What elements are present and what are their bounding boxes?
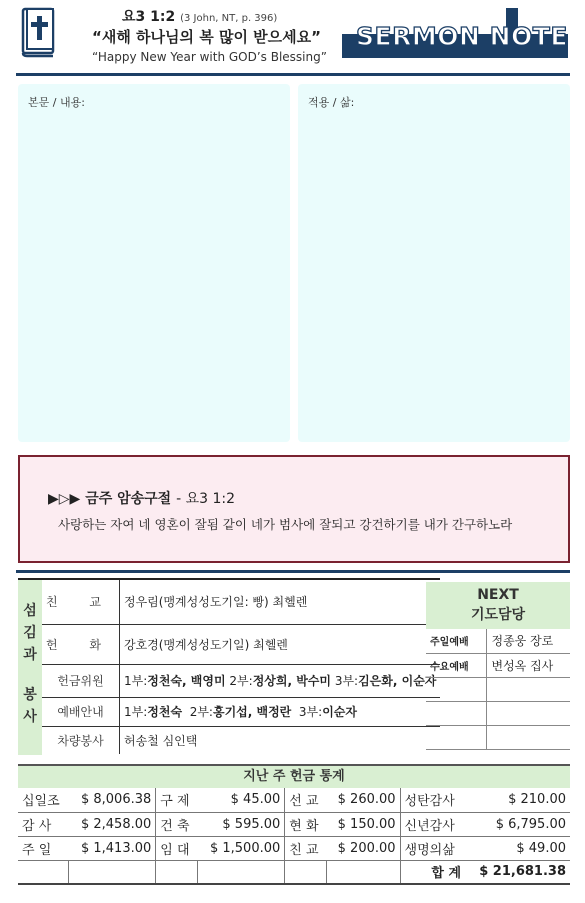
offering-label: 친 교 bbox=[285, 836, 327, 860]
memory-verse-box bbox=[18, 455, 570, 563]
offering-total-label: 합 계 bbox=[400, 860, 465, 884]
note-label-content: 본문 / 내용: bbox=[28, 96, 85, 109]
section-divider bbox=[16, 570, 570, 573]
offering-empty bbox=[198, 860, 285, 884]
side-char: 섬 bbox=[23, 603, 37, 619]
next-prayer-title: NEXT bbox=[477, 587, 519, 603]
offering-label: 현 화 bbox=[285, 812, 327, 836]
next-prayer-row bbox=[426, 629, 570, 653]
header-divider bbox=[16, 73, 570, 76]
next-prayer-table bbox=[426, 629, 570, 750]
next-prayer-box bbox=[426, 582, 570, 750]
note-area-content[interactable] bbox=[18, 84, 290, 442]
next-prayer-header bbox=[426, 582, 570, 629]
offering-empty bbox=[156, 860, 198, 884]
offering-row bbox=[18, 836, 570, 860]
sermon-title: “새해 하나님의 복 많이 받으세요” bbox=[92, 28, 321, 46]
service-label: 헌 화 bbox=[42, 624, 120, 664]
next-prayer-value bbox=[486, 701, 570, 725]
next-prayer-key: 수요예배 bbox=[426, 653, 486, 677]
service-label: 예배안내 bbox=[42, 697, 120, 726]
service-row bbox=[42, 664, 440, 697]
next-prayer-row bbox=[426, 677, 570, 701]
service-row bbox=[42, 726, 440, 754]
offering-label: 감 사 bbox=[18, 812, 69, 836]
offering-label: 성탄감사 bbox=[400, 788, 465, 812]
verse-reference: 요3 1:2 (3 John, NT, p. 396) bbox=[122, 9, 278, 25]
offering-amount: $ 6,795.00 bbox=[465, 812, 570, 836]
side-char: 김 bbox=[23, 625, 37, 641]
offering-amount: $ 595.00 bbox=[198, 812, 285, 836]
next-prayer-key bbox=[426, 701, 486, 725]
service-table bbox=[42, 578, 440, 754]
offering-label: 구 제 bbox=[156, 788, 198, 812]
offering-title: 지난 주 헌금 통계 bbox=[18, 764, 570, 788]
service-value: 1부:정천숙, 백영미 2부:정상희, 박수미 3부:김은화, 이순자 bbox=[120, 664, 441, 697]
next-prayer-value bbox=[486, 725, 570, 749]
verse-reference-sub: (3 John, NT, p. 396) bbox=[180, 13, 278, 24]
offering-total-row bbox=[18, 860, 570, 884]
bible-icon bbox=[20, 6, 58, 58]
offering-amount: $ 8,006.38 bbox=[69, 788, 156, 812]
side-char: 과 bbox=[23, 647, 37, 663]
next-prayer-key bbox=[426, 725, 486, 749]
offering-total-amount: $ 21,681.38 bbox=[465, 860, 570, 884]
offering-amount: $ 200.00 bbox=[327, 836, 400, 860]
offering-row bbox=[18, 812, 570, 836]
side-char: 봉 bbox=[23, 687, 37, 703]
offering-label: 선 교 bbox=[285, 788, 327, 812]
header bbox=[0, 0, 585, 80]
offering-row bbox=[18, 788, 570, 812]
offering-empty bbox=[69, 860, 156, 884]
next-prayer-value bbox=[486, 677, 570, 701]
next-prayer-value: 정종웅 장로 bbox=[486, 629, 570, 653]
offering-label: 건 축 bbox=[156, 812, 198, 836]
sermon-note-logo: SERMON NOTE bbox=[356, 22, 568, 51]
next-prayer-row bbox=[426, 653, 570, 677]
offering-amount: $ 1,500.00 bbox=[198, 836, 285, 860]
offering-label: 주 일 bbox=[18, 836, 69, 860]
offering-empty bbox=[327, 860, 400, 884]
service-label: 헌금위원 bbox=[42, 664, 120, 697]
service-label: 차량봉사 bbox=[42, 726, 120, 754]
offering-empty bbox=[285, 860, 327, 884]
offering-amount: $ 260.00 bbox=[327, 788, 400, 812]
service-side-top bbox=[18, 600, 42, 666]
offering-amount: $ 45.00 bbox=[198, 788, 285, 812]
memory-verse-heading: 금주 암송구절 bbox=[85, 491, 172, 507]
next-prayer-row bbox=[426, 701, 570, 725]
offering-amount: $ 2,458.00 bbox=[69, 812, 156, 836]
service-row bbox=[42, 624, 440, 664]
service-value: 1부:정천숙 2부:홍기섭, 백정란 3부:이순자 bbox=[120, 697, 441, 726]
sermon-title-english: “Happy New Year with GOD’s Blessing” bbox=[92, 50, 327, 64]
service-value: 정우림(맹계성성도기일: 빵) 최헬렌 bbox=[120, 579, 441, 624]
next-prayer-key: 주일예배 bbox=[426, 629, 486, 653]
memory-verse-ref: - 요3 1:2 bbox=[176, 491, 236, 507]
offering-empty bbox=[18, 860, 69, 884]
note-area-application[interactable] bbox=[298, 84, 570, 442]
memory-verse-text: 사랑하는 자여 네 영혼이 잘됨 같이 네가 범사에 잘되고 강건하기를 내가 간구하노라 bbox=[58, 517, 513, 532]
offering-label: 신년감사 bbox=[400, 812, 465, 836]
side-char: 사 bbox=[23, 709, 37, 725]
service-value: 허송철 심인택 bbox=[124, 733, 198, 748]
next-prayer-key bbox=[426, 677, 486, 701]
service-row bbox=[42, 697, 440, 726]
service-label: 친 교 bbox=[42, 579, 120, 624]
offering-amount: $ 49.00 bbox=[465, 836, 570, 860]
service-side-bottom bbox=[18, 684, 42, 728]
offering-amount: $ 150.00 bbox=[327, 812, 400, 836]
service-side-label bbox=[18, 578, 42, 755]
offering-amount: $ 210.00 bbox=[465, 788, 570, 812]
memory-verse-title bbox=[48, 488, 235, 508]
play-arrows-icon: ▶▷▶ bbox=[48, 491, 81, 507]
offering-amount: $ 1,413.00 bbox=[69, 836, 156, 860]
note-label-application: 적용 / 삶: bbox=[308, 96, 355, 109]
next-prayer-subtitle: 기도담당 bbox=[470, 607, 526, 623]
next-prayer-value: 변성옥 집사 bbox=[486, 653, 570, 677]
service-row bbox=[42, 579, 440, 624]
offering-table bbox=[18, 788, 570, 885]
offering-label: 임 대 bbox=[156, 836, 198, 860]
offering-label: 생명의삶 bbox=[400, 836, 465, 860]
service-value: 강호경(맹계성성도기일) 최헬렌 bbox=[120, 624, 441, 664]
next-prayer-row bbox=[426, 725, 570, 749]
offering-label: 십일조 bbox=[18, 788, 69, 812]
